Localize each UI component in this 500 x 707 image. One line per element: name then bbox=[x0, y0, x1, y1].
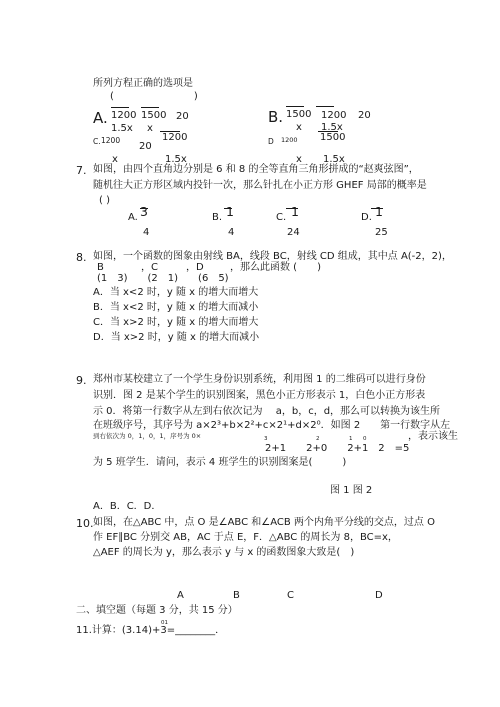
q6-option-c-n2: 20 bbox=[139, 141, 152, 152]
q8-choice-a: A．当 x<2 时，y 随 x 的增大而增大 bbox=[93, 287, 259, 298]
q10-line-2: 作 EF∥BC 分别交 AB，AC 于点 E，F．△ABC 的周长为 8，BC=x， bbox=[93, 532, 398, 543]
q6-option-d-bottom-right: 1.5x bbox=[323, 154, 345, 165]
q11-superscript: 01 bbox=[161, 620, 168, 626]
q7-choice-c-label: C. bbox=[276, 212, 287, 223]
q6-option-a-n3: 20 bbox=[176, 111, 189, 122]
q10-choice-c: C bbox=[287, 590, 294, 601]
q7-choice-a-den: 4 bbox=[143, 227, 150, 238]
q9-line-5-right: ，表示该生 bbox=[408, 431, 458, 442]
q9-sup-3: 3 bbox=[264, 436, 268, 442]
q7-choice-d-den: 25 bbox=[375, 227, 388, 238]
q8-conclusion: ，那么此函数 ( ) bbox=[230, 262, 321, 273]
q6-option-b-n2: 1200 bbox=[321, 110, 347, 121]
q6-option-a-n2: 1500 bbox=[141, 110, 167, 121]
q8-line-1: 如图，一个函数的图象由射线 BA，线段 BC，射线 CD 组成，其中点 A(-2，2)， bbox=[93, 251, 452, 262]
q6-option-a-bottom-left: x bbox=[112, 154, 118, 165]
q6-paren-left: ( ) bbox=[110, 91, 198, 102]
q6-option-d-n1-a: 1200 bbox=[162, 132, 188, 143]
q6-option-b-label: B. bbox=[268, 108, 284, 126]
q9-sup-2: 2 bbox=[316, 436, 320, 442]
q10-line-1: 如图，在△ABC 中，点 O 是∠ABC 和∠ACB 两个内角平分线的交点，过点 O bbox=[93, 517, 435, 528]
q6-option-d-bottom-left: x bbox=[296, 154, 302, 165]
q9-line-5-small: 到右依次为 0，1，0，1，序号为 0× bbox=[93, 432, 202, 440]
q9-sup-0: 0 bbox=[363, 436, 367, 442]
q7-choice-c-num: 1 bbox=[291, 204, 299, 219]
q9-choices: A．B．C．D． bbox=[93, 501, 162, 512]
q9-line-2: 识别．图 2 是某个学生的识别图案，黑色小正方形表示 1，白色小正方形表 bbox=[93, 390, 426, 401]
q6-option-c-n1: 1200 bbox=[101, 136, 121, 145]
q6-option-a-bottom-mid: 1.5x bbox=[165, 154, 187, 165]
q9-figure-labels: 图 1 图 2 bbox=[330, 485, 373, 496]
q8-coords: (1 3) (2 1) (6 5) bbox=[97, 273, 229, 284]
q8-number: 8. bbox=[76, 251, 87, 264]
q7-paren: ( ) bbox=[99, 195, 110, 206]
q6-option-d-n1: 1200 bbox=[281, 136, 298, 144]
q6-option-b-n3: 20 bbox=[358, 110, 371, 121]
q10-choice-d: D bbox=[375, 590, 383, 601]
q8-point-d: ，D bbox=[186, 262, 204, 273]
q6-option-a-n1: 1200 bbox=[111, 110, 137, 121]
q9-line-1: 郑州市某校建立了一个学生身份识别系统，利用图 1 的二维码可以进行身份 bbox=[93, 374, 426, 385]
q6-option-b-n1: 1500 bbox=[286, 109, 312, 120]
q8-point-b: B bbox=[97, 262, 104, 273]
q7-choice-b-den: 4 bbox=[228, 227, 235, 238]
q6-option-d-n2: 1500 bbox=[320, 132, 346, 143]
q6-option-d-label: D bbox=[268, 137, 274, 146]
q9-line-6: 为 5 班学生．请问，表示 4 班学生的识别图案是( ) bbox=[93, 457, 347, 468]
q7-choice-a-label: A. bbox=[128, 212, 138, 223]
q10-choice-a: A bbox=[177, 590, 184, 601]
q8-choice-d: D．当 x>2 时，y 随 x 的增大而减小 bbox=[93, 332, 260, 343]
q7-choice-b-label: B. bbox=[212, 212, 223, 223]
q6-option-b-d1: x bbox=[296, 122, 302, 133]
q10-line-3: △AEF 的周长为 y，那么表示 y 与 x 的函数图象大致是( ) bbox=[93, 547, 355, 558]
q8-choice-c: C．当 x>2 时，y 随 x 的增大而增大 bbox=[93, 317, 259, 328]
q7-choice-b-num: 1 bbox=[226, 204, 234, 219]
q8-point-c: ，C bbox=[141, 262, 158, 273]
q7-choice-d-num: 1 bbox=[375, 204, 383, 219]
q7-line-1: 如图，由四个直角边分别是 6 和 8 的全等直角三角形拼成的“赵爽弦图”， bbox=[93, 164, 419, 175]
q10-number: 10. bbox=[76, 517, 94, 530]
q7-choice-d-label: D. bbox=[361, 212, 372, 223]
q7-choice-a-num: 3 bbox=[140, 204, 148, 219]
q9-number: 9. bbox=[76, 374, 87, 387]
q7-choice-c-den: 24 bbox=[287, 227, 300, 238]
q7-line-2: 随机往大正方形区域内投针一次，那么针扎在小正方形 GHEF 局部的概率是 bbox=[93, 180, 427, 191]
q6-option-b-d2: 1.5x bbox=[321, 122, 343, 133]
q10-choice-b: B bbox=[233, 590, 240, 601]
q8-choice-b: B．当 x<2 时，y 随 x 的增大而减小 bbox=[93, 302, 259, 313]
q9-sup-1: 1 bbox=[349, 436, 353, 442]
q6-stem: 所列方程正确的选项是 bbox=[93, 78, 193, 89]
q9-line-3: 示 0．将第一行数字从左到右依次记为 a，b，c，d，那么可以转换为该生所 bbox=[93, 406, 441, 417]
section-heading: 二、填空题（每题 3 分，共 15 分） bbox=[76, 605, 238, 616]
q9-line-5-bottom: 2+1 2+0 2+1 2 =5 bbox=[265, 443, 410, 454]
q6-option-c-label: C. bbox=[93, 137, 101, 146]
q6-option-a-d1: 1.5x bbox=[111, 123, 133, 134]
q6-option-a-d2: x bbox=[147, 123, 153, 134]
q9-line-4: 在班级序号，其序号为 a×2³+b×2²+c×2¹+d×2⁰．如图 2 第一行数字从左 bbox=[93, 420, 451, 431]
q6-option-a-label: A. bbox=[93, 109, 108, 127]
q11-text: 11.计算：(3.14)+3=________． bbox=[76, 625, 226, 636]
q7-number: 7. bbox=[76, 164, 87, 177]
